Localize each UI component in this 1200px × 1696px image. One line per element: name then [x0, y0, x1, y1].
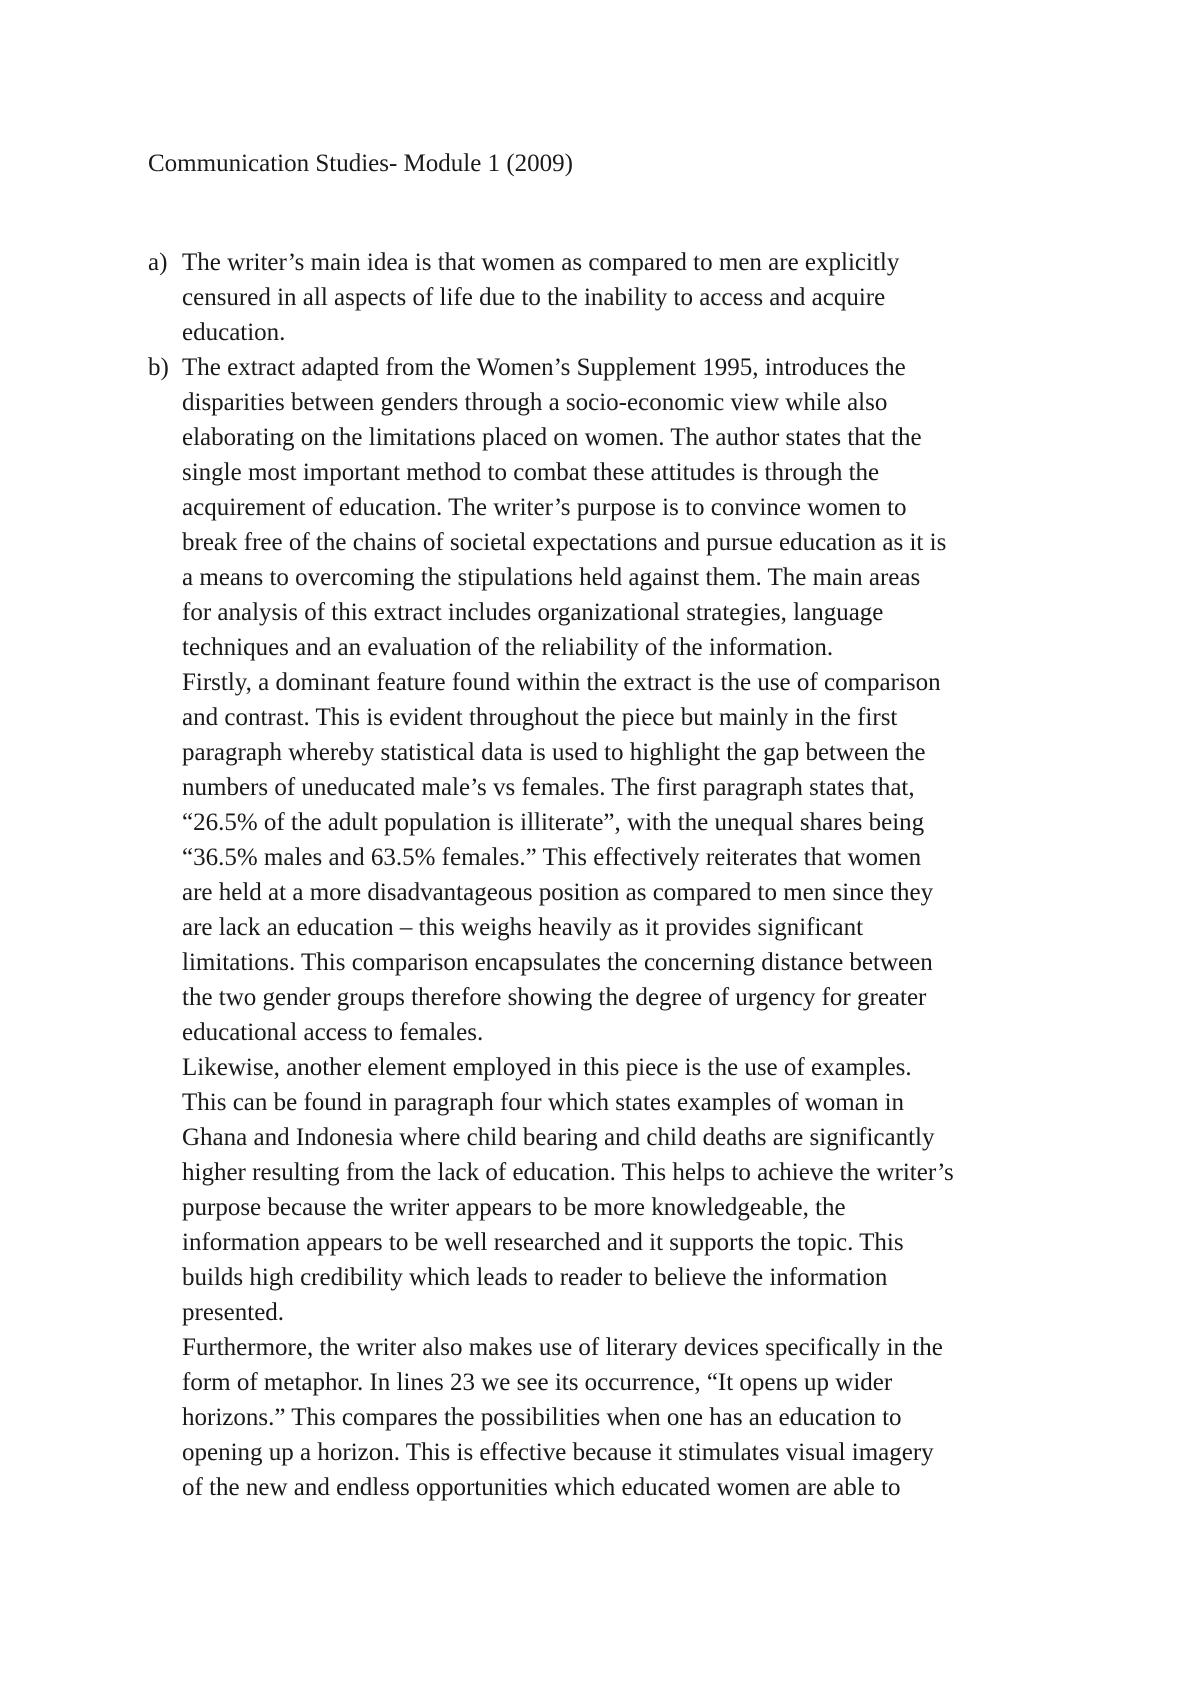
- text-line: “26.5% of the adult population is illiterate”, with the unequal shares being: [182, 809, 925, 836]
- list-marker-a: a): [148, 249, 168, 276]
- text-line: a means to overcoming the stipulations held against them. The main areas: [182, 564, 921, 591]
- text-line: The extract adapted from the Women’s Supplement 1995, introduces the: [182, 354, 906, 381]
- text-line: Ghana and Indonesia where child bearing and child deaths are significantly: [182, 1124, 935, 1151]
- text-line: single most important method to combat these attitudes is through the: [182, 459, 880, 486]
- text-line: Likewise, another element employed in this piece is the use of examples.: [182, 1054, 912, 1081]
- text-line: are held at a more disadvantageous position as compared to men since they: [182, 879, 934, 906]
- text-line: horizons.” This compares the possibilities when one has an education to: [182, 1404, 902, 1431]
- document-title: Communication Studies- Module 1 (2009): [148, 150, 573, 177]
- text-line: education.: [182, 319, 286, 346]
- text-line: acquirement of education. The writer’s purpose is to convince women to: [182, 494, 907, 521]
- text-line: form of metaphor. In lines 23 we see its occurrence, “It opens up wider: [182, 1369, 893, 1396]
- text-line: purpose because the writer appears to be more knowledgeable, the: [182, 1194, 846, 1221]
- text-line: information appears to be well researched and it supports the topic. This: [182, 1229, 904, 1256]
- text-line: censured in all aspects of life due to the inability to access and acquire: [182, 284, 886, 311]
- text-line: higher resulting from the lack of education. This helps to achieve the writer’s: [182, 1159, 954, 1186]
- answer-item-b: [148, 350, 1078, 1505]
- text-line: and contrast. This is evident throughout the piece but mainly in the first: [182, 704, 898, 731]
- text-line: are lack an education – this weighs heavily as it provides significant: [182, 914, 864, 941]
- text-line: presented.: [182, 1299, 285, 1326]
- text-line: for analysis of this extract includes organizational strategies, language: [182, 599, 884, 626]
- text-line: Firstly, a dominant feature found within the extract is the use of comparison: [182, 669, 941, 696]
- text-line: techniques and an evaluation of the reliability of the information.: [182, 634, 834, 661]
- text-line: break free of the chains of societal expectations and pursue education as it is: [182, 529, 947, 556]
- text-line: elaborating on the limitations placed on women. The author states that the: [182, 424, 922, 451]
- text-line: educational access to females.: [182, 1019, 484, 1046]
- text-line: builds high credibility which leads to reader to believe the information: [182, 1264, 888, 1291]
- list-marker-b: b): [148, 354, 169, 381]
- text-line: This can be found in paragraph four which states examples of woman in: [182, 1089, 905, 1116]
- text-line: disparities between genders through a socio-economic view while also: [182, 389, 888, 416]
- text-line: Furthermore, the writer also makes use of literary devices specifically in the: [182, 1334, 943, 1361]
- answer-list: [148, 245, 1078, 1505]
- answer-item-a: [148, 245, 1078, 350]
- text-line: “36.5% males and 63.5% females.” This effectively reiterates that women: [182, 844, 922, 871]
- text-line: opening up a horizon. This is effective because it stimulates visual imagery: [182, 1439, 934, 1466]
- text-line: numbers of uneducated male’s vs females. The first paragraph states that,: [182, 774, 915, 801]
- text-line: the two gender groups therefore showing the degree of urgency for greater: [182, 984, 927, 1011]
- text-line: The writer’s main idea is that women as compared to men are explicitly: [182, 249, 900, 276]
- text-line: paragraph whereby statistical data is used to highlight the gap between the: [182, 739, 926, 766]
- text-line: of the new and endless opportunities which educated women are able to: [182, 1474, 901, 1501]
- text-line: limitations. This comparison encapsulates the concerning distance between: [182, 949, 933, 976]
